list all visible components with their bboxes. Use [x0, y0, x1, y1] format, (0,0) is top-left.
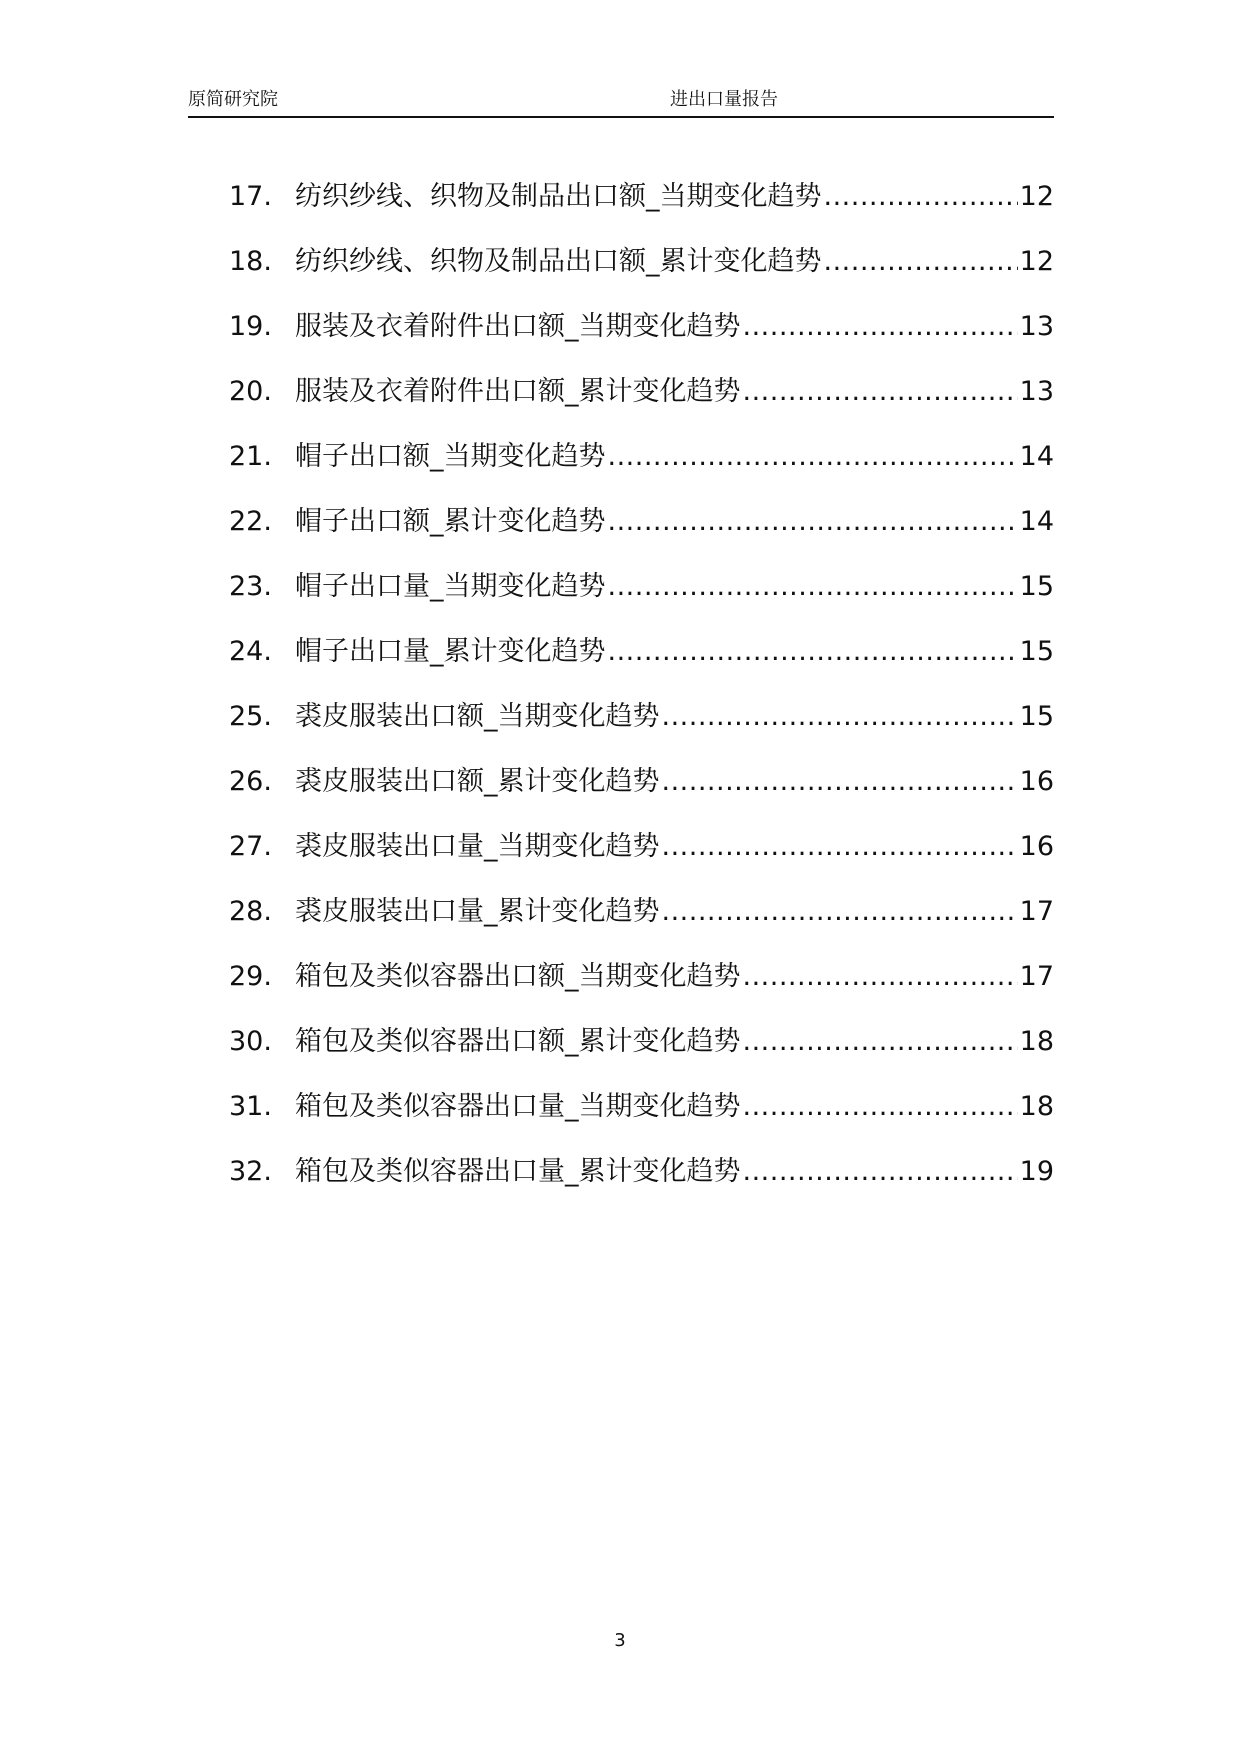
toc-entry-number: 30.	[229, 1026, 272, 1057]
toc-entry[interactable]	[229, 755, 1054, 820]
toc-dot-leader	[662, 820, 1018, 874]
toc-entry-title: 服装及衣着附件出口额_累计变化趋势	[295, 376, 741, 407]
toc-entry[interactable]	[229, 170, 1054, 235]
toc-entry[interactable]	[229, 495, 1054, 560]
toc-entry-number: 23.	[229, 571, 272, 602]
toc-entry-page: 16	[1019, 766, 1054, 797]
toc-entry-title: 裘皮服装出口额_当期变化趋势	[295, 701, 660, 732]
toc-entry-page: 17	[1019, 961, 1054, 992]
toc-entry-title: 纺织纱线、织物及制品出口额_累计变化趋势	[295, 246, 822, 277]
toc-entry-number: 17.	[229, 181, 272, 212]
toc-dot-leader	[743, 365, 1018, 419]
toc-dot-leader	[608, 495, 1018, 549]
toc-entry-page: 18	[1019, 1026, 1054, 1057]
toc-entry-number: 18.	[229, 246, 272, 277]
toc-entry-page: 15	[1019, 636, 1054, 667]
toc-entry-number: 26.	[229, 766, 272, 797]
toc-entry-title: 箱包及类似容器出口额_累计变化趋势	[295, 1026, 741, 1057]
toc-entry-page: 14	[1019, 441, 1054, 472]
toc-entry-number: 29.	[229, 961, 272, 992]
toc-entry-title: 裘皮服装出口量_累计变化趋势	[295, 896, 660, 927]
toc-entry-page: 19	[1019, 1156, 1054, 1187]
toc-entry-number: 22.	[229, 506, 272, 537]
toc-entry-title: 帽子出口额_当期变化趋势	[295, 441, 606, 472]
toc-dot-leader	[743, 1080, 1018, 1134]
page-header	[188, 88, 1054, 118]
toc-entry-page: 14	[1019, 506, 1054, 537]
toc-entry[interactable]	[229, 625, 1054, 690]
toc-entry[interactable]	[229, 1015, 1054, 1080]
table-of-contents	[229, 170, 1054, 1210]
toc-entry-title: 服装及衣着附件出口额_当期变化趋势	[295, 311, 741, 342]
toc-entry-page: 13	[1019, 311, 1054, 342]
header-report-title: 进出口量报告	[670, 89, 778, 110]
toc-entry[interactable]	[229, 950, 1054, 1015]
toc-entry-page: 18	[1019, 1091, 1054, 1122]
toc-entry-number: 31.	[229, 1091, 272, 1122]
toc-entry-title: 帽子出口量_累计变化趋势	[295, 636, 606, 667]
toc-entry[interactable]	[229, 820, 1054, 885]
toc-entry-title: 纺织纱线、织物及制品出口额_当期变化趋势	[295, 181, 822, 212]
toc-entry-page: 13	[1019, 376, 1054, 407]
toc-dot-leader	[824, 235, 1018, 289]
toc-entry[interactable]	[229, 430, 1054, 495]
toc-entry-number: 21.	[229, 441, 272, 472]
toc-dot-leader	[743, 1015, 1018, 1069]
toc-dot-leader	[662, 690, 1018, 744]
toc-entry-page: 12	[1019, 246, 1054, 277]
toc-dot-leader	[824, 170, 1018, 224]
toc-entry-title: 箱包及类似容器出口额_当期变化趋势	[295, 961, 741, 992]
toc-entry[interactable]	[229, 300, 1054, 365]
toc-entry-title: 箱包及类似容器出口量_当期变化趋势	[295, 1091, 741, 1122]
toc-entry-page: 17	[1019, 896, 1054, 927]
toc-entry-page: 15	[1019, 571, 1054, 602]
toc-entry[interactable]	[229, 690, 1054, 755]
toc-entry-title: 帽子出口额_累计变化趋势	[295, 506, 606, 537]
toc-dot-leader	[743, 950, 1018, 1004]
toc-dot-leader	[608, 430, 1018, 484]
toc-dot-leader	[662, 885, 1018, 939]
toc-dot-leader	[662, 755, 1018, 809]
toc-entry[interactable]	[229, 885, 1054, 950]
toc-entry-page: 12	[1019, 181, 1054, 212]
toc-dot-leader	[743, 300, 1018, 354]
toc-dot-leader	[608, 560, 1018, 614]
toc-entry-title: 裘皮服装出口量_当期变化趋势	[295, 831, 660, 862]
toc-entry-number: 32.	[229, 1156, 272, 1187]
toc-entry-title: 裘皮服装出口额_累计变化趋势	[295, 766, 660, 797]
toc-entry[interactable]	[229, 365, 1054, 430]
toc-entry-title: 箱包及类似容器出口量_累计变化趋势	[295, 1156, 741, 1187]
toc-entry-number: 27.	[229, 831, 272, 862]
header-organization: 原简研究院	[188, 89, 278, 110]
toc-entry-page: 16	[1019, 831, 1054, 862]
toc-entry-number: 28.	[229, 896, 272, 927]
page-number: 3	[614, 1630, 626, 1651]
toc-entry[interactable]	[229, 1080, 1054, 1145]
toc-entry-number: 24.	[229, 636, 272, 667]
toc-entry[interactable]	[229, 235, 1054, 300]
toc-entry-number: 19.	[229, 311, 272, 342]
toc-dot-leader	[608, 625, 1018, 679]
toc-entry[interactable]	[229, 560, 1054, 625]
toc-entry-title: 帽子出口量_当期变化趋势	[295, 571, 606, 602]
toc-entry[interactable]	[229, 1145, 1054, 1210]
toc-entry-number: 20.	[229, 376, 272, 407]
toc-entry-number: 25.	[229, 701, 272, 732]
toc-entry-page: 15	[1019, 701, 1054, 732]
toc-dot-leader	[743, 1145, 1018, 1199]
